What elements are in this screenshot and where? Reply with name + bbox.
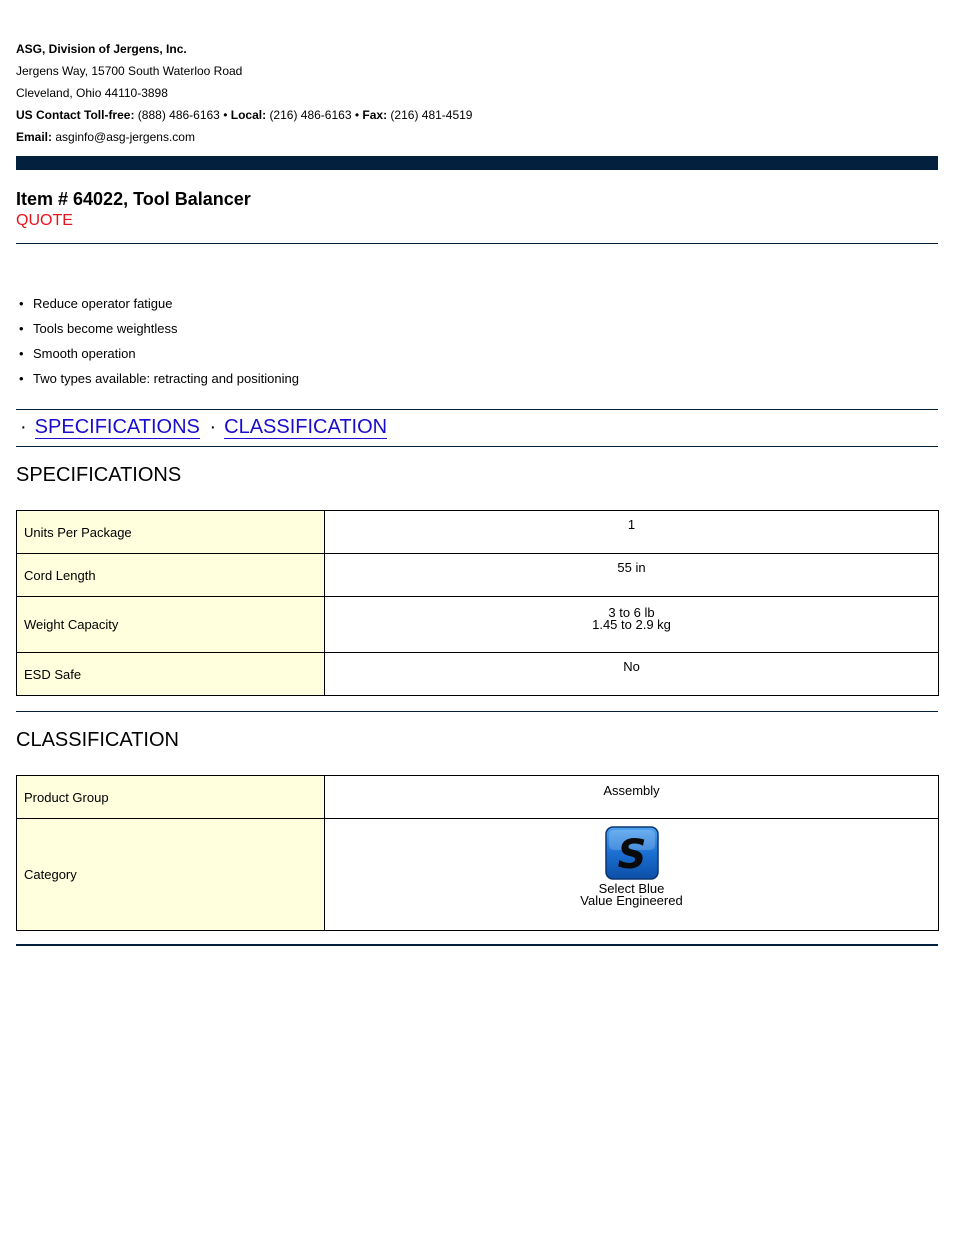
table-row	[17, 776, 939, 819]
email-label: Email:	[16, 130, 53, 144]
spec-value-imperial: 3 to 6 lb	[608, 605, 655, 620]
separator: •	[223, 108, 228, 122]
quote-label[interactable]: QUOTE	[16, 212, 73, 229]
nav-link-classification[interactable]: CLASSIFICATION	[224, 416, 388, 438]
nav-dot: ·	[209, 416, 217, 438]
spec-label: Units Per Package	[17, 511, 325, 554]
feature-item: • Two types available: retracting and positioning	[19, 371, 299, 386]
table-row	[17, 819, 939, 931]
spec-value	[325, 597, 939, 653]
spec-value: 1	[325, 511, 939, 554]
footer-divider	[16, 944, 938, 946]
separator: •	[354, 108, 360, 122]
section-nav	[16, 414, 387, 440]
company-address-line1: Jergens Way, 15700 South Waterloo Road	[16, 64, 243, 78]
classification-heading: CLASSIFICATION	[16, 729, 179, 751]
specifications-heading: SPECIFICATIONS	[16, 464, 182, 486]
feature-item: • Smooth operation	[19, 346, 136, 361]
feature-item: • Reduce operator fatigue	[19, 296, 173, 311]
select-blue-logo-icon	[605, 826, 659, 880]
classification-value: Assembly	[325, 776, 939, 819]
category-name: Select Blue	[598, 881, 665, 896]
company-name: ASG, Division of Jergens, Inc.	[16, 42, 187, 56]
tollfree-number: (888) 486-6163	[137, 108, 220, 122]
table-row	[17, 554, 939, 597]
header-bar	[16, 156, 938, 170]
category-subtitle: Value Engineered	[580, 893, 683, 908]
classification-label: Category	[17, 819, 325, 931]
spec-label: Weight Capacity	[17, 597, 325, 653]
divider	[16, 409, 938, 410]
nav-link-specifications[interactable]: SPECIFICATIONS	[34, 416, 200, 438]
divider	[16, 711, 938, 712]
table-row	[17, 597, 939, 653]
table-row	[17, 511, 939, 554]
company-email	[16, 126, 472, 148]
spec-value-metric: 1.45 to 2.9 kg	[592, 617, 671, 632]
classification-table	[16, 775, 939, 931]
specifications-table	[16, 510, 939, 696]
divider	[16, 446, 938, 447]
company-phones	[16, 104, 472, 126]
local-number: (216) 486-6163	[269, 108, 352, 122]
spec-label: ESD Safe	[17, 653, 325, 696]
spec-value: 55 in	[325, 554, 939, 597]
company-info	[16, 38, 472, 148]
company-address-line2: Cleveland, Ohio 44110-3898	[16, 86, 168, 100]
table-row	[17, 653, 939, 696]
feature-item: • Tools become weightless	[19, 321, 178, 336]
classification-value	[325, 819, 939, 931]
spec-label: Cord Length	[17, 554, 325, 597]
svg-text:S: S	[617, 832, 646, 878]
nav-dot: ·	[20, 416, 27, 438]
fax-number: (216) 481-4519	[390, 108, 473, 122]
tollfree-label: US Contact Toll-free:	[16, 108, 135, 122]
email-address: asginfo@asg-jergens.com	[55, 130, 195, 144]
classification-label: Product Group	[17, 776, 325, 819]
divider	[16, 243, 938, 244]
item-title: Item # 64022, Tool Balancer	[16, 189, 251, 209]
local-label: Local:	[230, 108, 267, 122]
feature-list	[16, 292, 299, 392]
spec-value: No	[325, 653, 939, 696]
fax-label: Fax:	[362, 108, 388, 122]
